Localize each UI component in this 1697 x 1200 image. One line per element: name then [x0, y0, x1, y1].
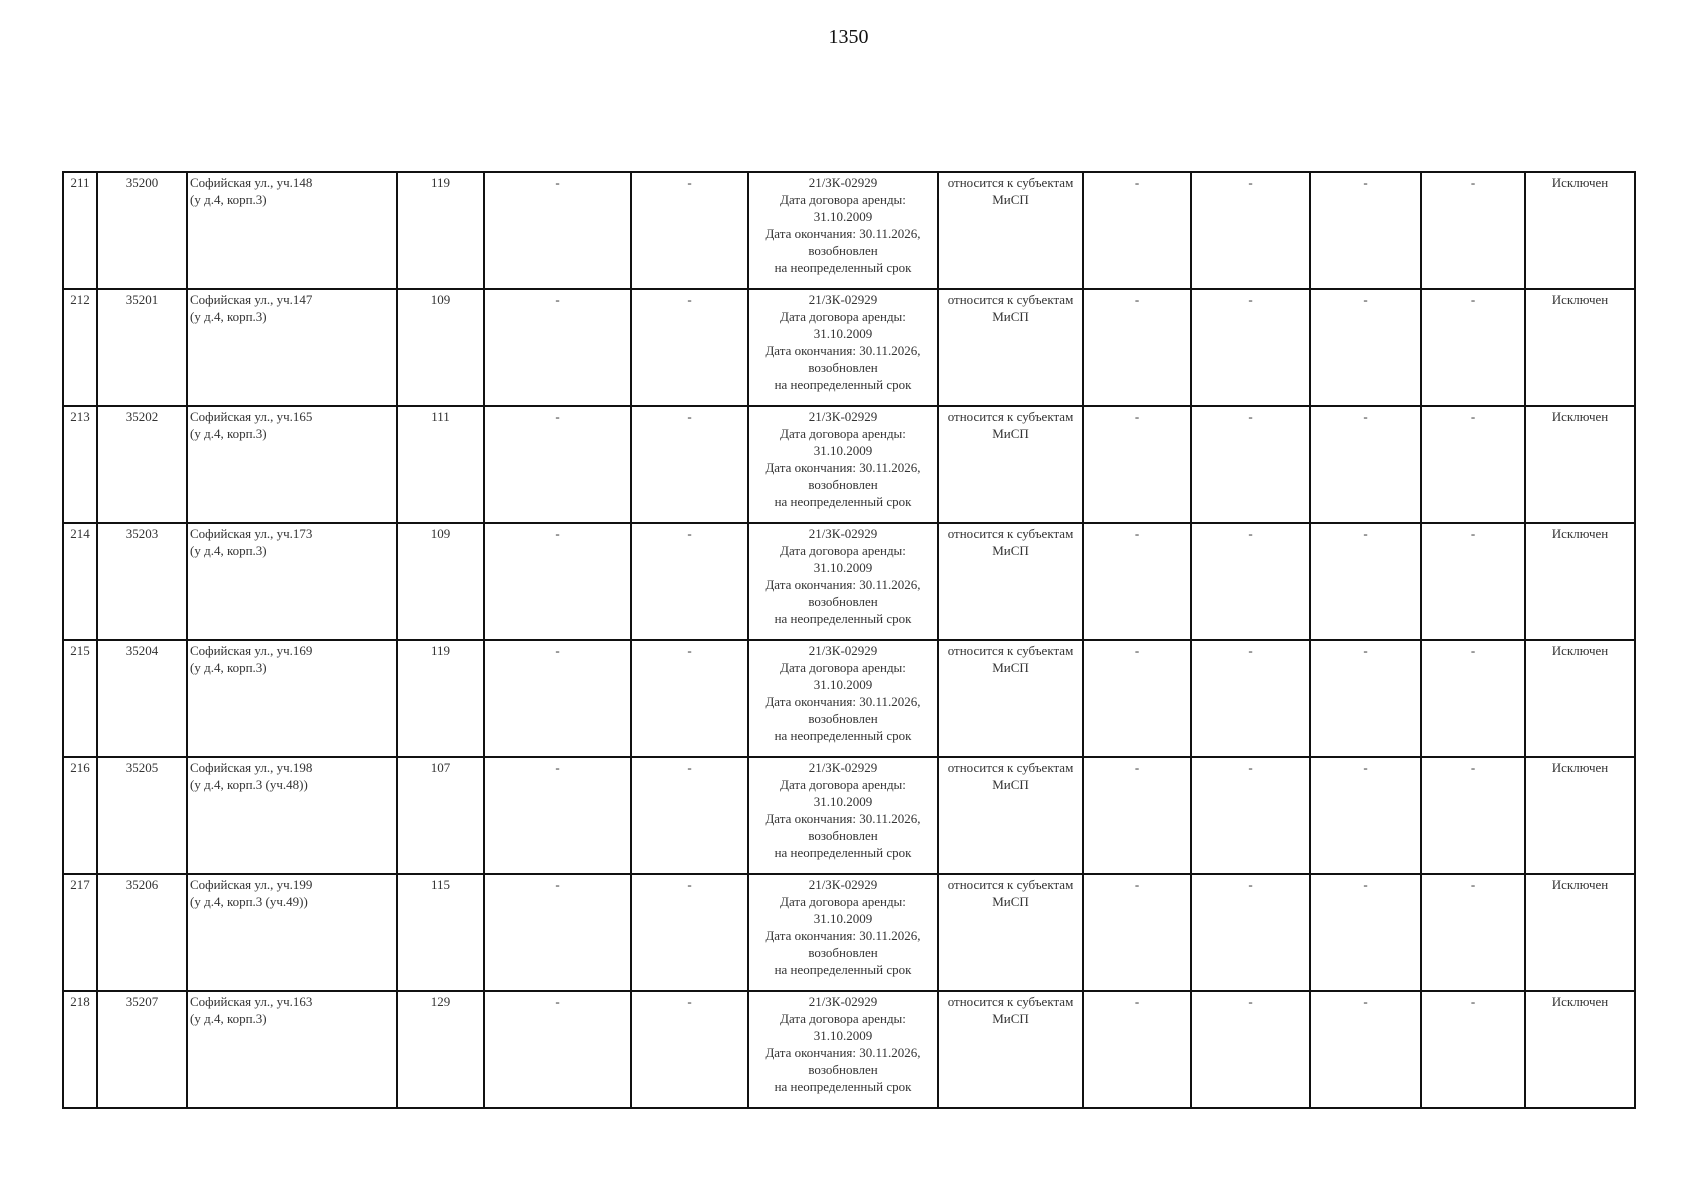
cell-lease-info-line: возобновлен [808, 1062, 878, 1077]
cell-lease-info [748, 874, 938, 991]
cell-object-code: 35202 [97, 406, 187, 523]
cell-lease-info-line: Дата окончания: 30.11.2026, [765, 577, 921, 592]
cell-lease-info-line: Дата окончания: 30.11.2026, [765, 226, 921, 241]
table-row [63, 406, 1635, 523]
cell-row-number: 214 [63, 523, 97, 640]
cell-lease-info-line: Дата договора аренды: [780, 543, 906, 558]
table-row [63, 640, 1635, 757]
cell-address-line: (у д.4, корп.3) [190, 309, 267, 324]
cell-lease-info [748, 406, 938, 523]
cell-col9: - [1083, 523, 1191, 640]
cell-col9: - [1083, 757, 1191, 874]
cell-lease-info-line: на неопределенный срок [774, 377, 912, 392]
table-row [63, 289, 1635, 406]
cell-area: 119 [397, 640, 484, 757]
cell-smb-status-line: МиСП [992, 894, 1029, 909]
table-row [63, 874, 1635, 991]
cell-address-line: (у д.4, корп.3) [190, 426, 267, 441]
cell-lease-info-line: Дата окончания: 30.11.2026, [765, 928, 921, 943]
cell-lease-info-line: на неопределенный срок [774, 1079, 912, 1094]
cell-lease-info-line: Дата окончания: 30.11.2026, [765, 694, 921, 709]
cell-col11: - [1310, 640, 1421, 757]
cell-area: 129 [397, 991, 484, 1108]
cell-col5: - [484, 172, 631, 289]
cell-address-line: Софийская ул., уч.147 [190, 292, 313, 307]
cell-col11: - [1310, 406, 1421, 523]
cell-smb-status-line: МиСП [992, 1011, 1029, 1026]
cell-col10: - [1191, 874, 1310, 991]
cell-lease-info-line: 31.10.2009 [813, 560, 873, 575]
cell-address-line: Софийская ул., уч.199 [190, 877, 313, 892]
cell-address-line: Софийская ул., уч.173 [190, 526, 313, 541]
cell-col5: - [484, 406, 631, 523]
cell-address [187, 172, 397, 289]
cell-col11: - [1310, 991, 1421, 1108]
cell-lease-info-line: Дата окончания: 30.11.2026, [765, 811, 921, 826]
cell-address-line: (у д.4, корп.3) [190, 1011, 267, 1026]
cell-lease-info [748, 523, 938, 640]
cell-lease-info-line: 21/ЗК-02929 [808, 292, 878, 307]
cell-note: Исключен [1525, 406, 1635, 523]
cell-col9: - [1083, 406, 1191, 523]
cell-smb-status-line: МиСП [992, 543, 1029, 558]
cell-col10: - [1191, 640, 1310, 757]
cell-lease-info-line: возобновлен [808, 711, 878, 726]
cell-smb-status-line: относится к субъектам [947, 175, 1074, 190]
cell-col6: - [631, 172, 748, 289]
cell-smb-status [938, 406, 1083, 523]
cell-address-line: (у д.4, корп.3) [190, 543, 267, 558]
cell-address [187, 406, 397, 523]
cell-lease-info-line: на неопределенный срок [774, 962, 912, 977]
cell-lease-info-line: 21/ЗК-02929 [808, 175, 878, 190]
cell-address-line: (у д.4, корп.3 (уч.49)) [190, 894, 308, 909]
cell-address [187, 757, 397, 874]
cell-lease-info-line: Дата окончания: 30.11.2026, [765, 460, 921, 475]
cell-smb-status [938, 757, 1083, 874]
cell-col12: - [1421, 172, 1525, 289]
cell-col5: - [484, 757, 631, 874]
cell-object-code: 35201 [97, 289, 187, 406]
cell-col9: - [1083, 289, 1191, 406]
cell-smb-status-line: МиСП [992, 426, 1029, 441]
cell-object-code: 35203 [97, 523, 187, 640]
cell-col10: - [1191, 406, 1310, 523]
cell-address [187, 991, 397, 1108]
cell-lease-info-line: 31.10.2009 [813, 1028, 873, 1043]
cell-object-code: 35206 [97, 874, 187, 991]
cell-area: 119 [397, 172, 484, 289]
cell-smb-status [938, 523, 1083, 640]
cell-note: Исключен [1525, 640, 1635, 757]
cell-smb-status [938, 640, 1083, 757]
cell-object-code: 35207 [97, 991, 187, 1108]
cell-smb-status [938, 172, 1083, 289]
cell-col11: - [1310, 874, 1421, 991]
cell-lease-info-line: на неопределенный срок [774, 728, 912, 743]
cell-col6: - [631, 757, 748, 874]
cell-lease-info-line: 31.10.2009 [813, 443, 873, 458]
cell-col5: - [484, 991, 631, 1108]
cell-lease-info-line: Дата окончания: 30.11.2026, [765, 1045, 921, 1060]
cell-col6: - [631, 991, 748, 1108]
cell-col12: - [1421, 991, 1525, 1108]
cell-smb-status-line: относится к субъектам [947, 643, 1074, 658]
cell-lease-info-line: 31.10.2009 [813, 677, 873, 692]
cell-col12: - [1421, 640, 1525, 757]
cell-lease-info [748, 640, 938, 757]
cell-address [187, 289, 397, 406]
cell-smb-status [938, 289, 1083, 406]
cell-smb-status-line: относится к субъектам [947, 409, 1074, 424]
table-row [63, 991, 1635, 1108]
page-number: 1350 [828, 26, 869, 48]
cell-address [187, 640, 397, 757]
cell-lease-info-line: Дата договора аренды: [780, 309, 906, 324]
cell-col12: - [1421, 874, 1525, 991]
cell-lease-info-line: 21/ЗК-02929 [808, 409, 878, 424]
cell-col12: - [1421, 406, 1525, 523]
cell-col6: - [631, 289, 748, 406]
cell-lease-info-line: на неопределенный срок [774, 494, 912, 509]
cell-col5: - [484, 289, 631, 406]
cell-area: 111 [397, 406, 484, 523]
cell-col6: - [631, 406, 748, 523]
cell-col5: - [484, 523, 631, 640]
cell-lease-info-line: на неопределенный срок [774, 611, 912, 626]
cell-smb-status [938, 874, 1083, 991]
cell-col10: - [1191, 757, 1310, 874]
cell-lease-info-line: Дата договора аренды: [780, 192, 906, 207]
cell-address-line: (у д.4, корп.3) [190, 192, 267, 207]
cell-col9: - [1083, 172, 1191, 289]
cell-row-number: 217 [63, 874, 97, 991]
cell-address-line: (у д.4, корп.3 (уч.48)) [190, 777, 308, 792]
cell-note: Исключен [1525, 874, 1635, 991]
cell-address-line: Софийская ул., уч.198 [190, 760, 313, 775]
cell-smb-status-line: относится к субъектам [947, 994, 1074, 1009]
table-row [63, 172, 1635, 289]
cell-area: 109 [397, 523, 484, 640]
cell-lease-info-line: 21/ЗК-02929 [808, 643, 878, 658]
cell-note: Исключен [1525, 172, 1635, 289]
cell-smb-status-line: МиСП [992, 777, 1029, 792]
cell-col5: - [484, 640, 631, 757]
cell-lease-info-line: на неопределенный срок [774, 260, 912, 275]
cell-lease-info-line: возобновлен [808, 945, 878, 960]
cell-smb-status-line: относится к субъектам [947, 526, 1074, 541]
cell-lease-info-line: Дата договора аренды: [780, 660, 906, 675]
cell-lease-info-line: 31.10.2009 [813, 326, 873, 341]
cell-lease-info [748, 757, 938, 874]
cell-col6: - [631, 523, 748, 640]
cell-lease-info [748, 289, 938, 406]
cell-note: Исключен [1525, 289, 1635, 406]
cell-lease-info-line: Дата окончания: 30.11.2026, [765, 343, 921, 358]
cell-lease-info-line: возобновлен [808, 594, 878, 609]
cell-lease-info-line: 31.10.2009 [813, 911, 873, 926]
cell-note: Исключен [1525, 991, 1635, 1108]
table-row [63, 523, 1635, 640]
cell-smb-status-line: МиСП [992, 309, 1029, 324]
cell-address-line: Софийская ул., уч.148 [190, 175, 313, 190]
cell-col11: - [1310, 289, 1421, 406]
cell-object-code: 35200 [97, 172, 187, 289]
cell-note: Исключен [1525, 757, 1635, 874]
cell-area: 115 [397, 874, 484, 991]
cell-col12: - [1421, 757, 1525, 874]
cell-address-line: Софийская ул., уч.163 [190, 994, 313, 1009]
cell-lease-info-line: 21/ЗК-02929 [808, 877, 878, 892]
cell-row-number: 215 [63, 640, 97, 757]
cell-col12: - [1421, 523, 1525, 640]
cell-col10: - [1191, 289, 1310, 406]
registry-table [62, 171, 1636, 1109]
cell-col11: - [1310, 757, 1421, 874]
cell-address [187, 523, 397, 640]
cell-col6: - [631, 874, 748, 991]
cell-smb-status-line: относится к субъектам [947, 760, 1074, 775]
cell-lease-info-line: Дата договора аренды: [780, 1011, 906, 1026]
cell-row-number: 213 [63, 406, 97, 523]
cell-lease-info-line: на неопределенный срок [774, 845, 912, 860]
cell-col9: - [1083, 874, 1191, 991]
cell-lease-info [748, 991, 938, 1108]
cell-row-number: 216 [63, 757, 97, 874]
cell-col11: - [1310, 172, 1421, 289]
cell-lease-info-line: 21/ЗК-02929 [808, 526, 878, 541]
cell-lease-info [748, 172, 938, 289]
cell-smb-status-line: МиСП [992, 192, 1029, 207]
cell-object-code: 35205 [97, 757, 187, 874]
cell-row-number: 212 [63, 289, 97, 406]
cell-col9: - [1083, 991, 1191, 1108]
cell-lease-info-line: 31.10.2009 [813, 209, 873, 224]
cell-lease-info-line: Дата договора аренды: [780, 426, 906, 441]
cell-smb-status-line: относится к субъектам [947, 292, 1074, 307]
cell-area: 109 [397, 289, 484, 406]
cell-lease-info-line: возобновлен [808, 360, 878, 375]
cell-object-code: 35204 [97, 640, 187, 757]
cell-row-number: 218 [63, 991, 97, 1108]
cell-address-line: (у д.4, корп.3) [190, 660, 267, 675]
cell-col6: - [631, 640, 748, 757]
cell-col12: - [1421, 289, 1525, 406]
registry-body [63, 172, 1635, 1108]
cell-col10: - [1191, 523, 1310, 640]
cell-note: Исключен [1525, 523, 1635, 640]
cell-lease-info-line: Дата договора аренды: [780, 894, 906, 909]
cell-col5: - [484, 874, 631, 991]
cell-address-line: Софийская ул., уч.169 [190, 643, 313, 658]
cell-area: 107 [397, 757, 484, 874]
cell-address [187, 874, 397, 991]
cell-col10: - [1191, 991, 1310, 1108]
cell-col10: - [1191, 172, 1310, 289]
cell-address-line: Софийская ул., уч.165 [190, 409, 313, 424]
table-row [63, 757, 1635, 874]
cell-col11: - [1310, 523, 1421, 640]
cell-smb-status-line: МиСП [992, 660, 1029, 675]
cell-lease-info-line: возобновлен [808, 477, 878, 492]
cell-lease-info-line: возобновлен [808, 243, 878, 258]
cell-lease-info-line: Дата договора аренды: [780, 777, 906, 792]
cell-lease-info-line: 21/ЗК-02929 [808, 760, 878, 775]
cell-col9: - [1083, 640, 1191, 757]
cell-row-number: 211 [63, 172, 97, 289]
cell-smb-status-line: относится к субъектам [947, 877, 1074, 892]
cell-smb-status [938, 991, 1083, 1108]
cell-lease-info-line: возобновлен [808, 828, 878, 843]
cell-lease-info-line: 31.10.2009 [813, 794, 873, 809]
cell-lease-info-line: 21/ЗК-02929 [808, 994, 878, 1009]
